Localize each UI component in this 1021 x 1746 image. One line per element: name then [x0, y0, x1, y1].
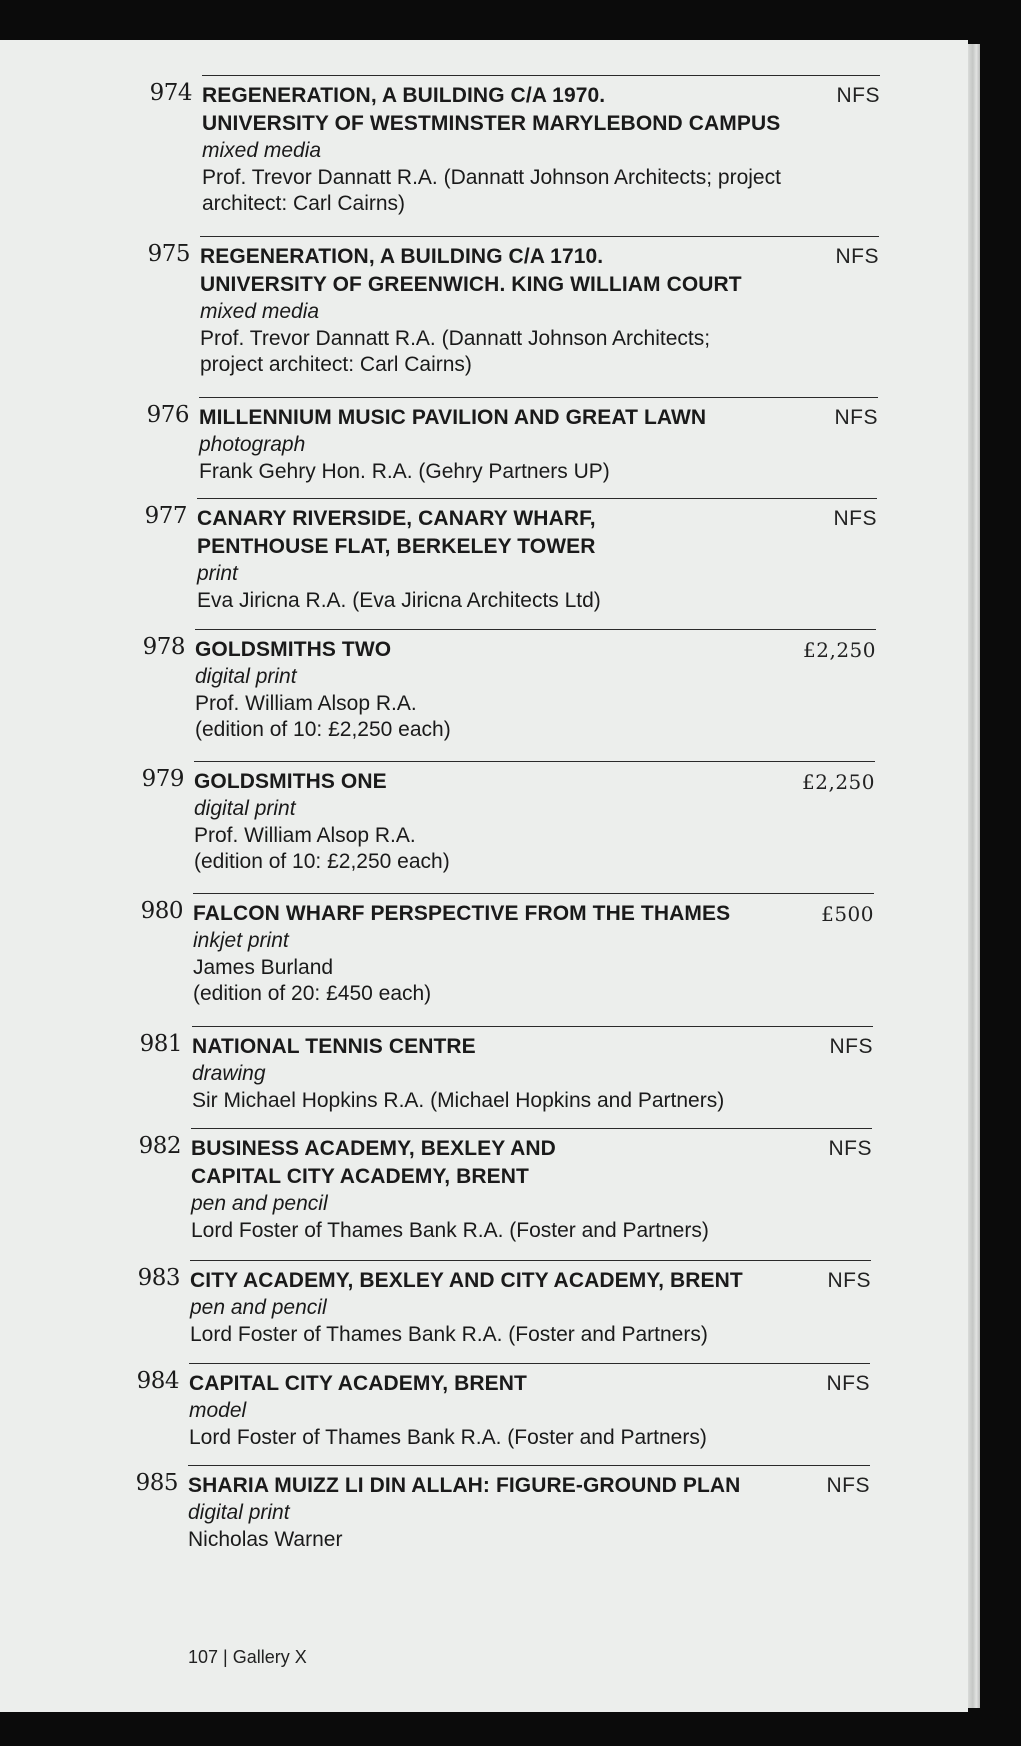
entry-number: 976	[146, 402, 189, 428]
entry-price: NFS	[826, 1474, 870, 1497]
entry-medium: digital print	[195, 665, 297, 688]
entry-credit-line: (edition of 10: £2,250 each)	[195, 718, 451, 741]
entry-credit-line: Sir Michael Hopkins R.A. (Michael Hopkins and Partners)	[192, 1088, 725, 1112]
entry-medium: digital print	[194, 797, 296, 820]
catalogue-entry	[136, 1363, 870, 1451]
entry-credit-line: Frank Gehry Hon. R.A. (Gehry Partners UP)	[199, 459, 610, 483]
entry-credit-line: Lord Foster of Thames Bank R.A. (Foster and Partners)	[189, 1425, 707, 1449]
entry-title-line: REGENERATION, A BUILDING C/A 1970.	[202, 84, 606, 107]
entry-title-line: CANARY RIVERSIDE, CANARY WHARF,	[197, 507, 596, 530]
entry-number: 977	[144, 503, 187, 529]
catalogue-page	[0, 40, 968, 1712]
entry-medium: print	[197, 562, 238, 585]
entry-medium: mixed media	[202, 139, 322, 162]
entry-credit-line: James Burland	[193, 955, 334, 979]
entry-medium: photograph	[199, 433, 306, 456]
entry-price: NFS	[829, 1035, 873, 1058]
catalogue-entry	[139, 1026, 873, 1114]
entry-number: 984	[136, 1368, 179, 1394]
entry-number: 981	[139, 1031, 182, 1057]
page-footer: 107 | Gallery X	[188, 1647, 307, 1667]
entry-title-line: MILLENNIUM MUSIC PAVILION AND GREAT LAWN	[199, 406, 707, 429]
entry-price: NFS	[834, 406, 878, 429]
entry-credit-line: (edition of 10: £2,250 each)	[194, 850, 450, 873]
entry-credit-line: (edition of 20: £450 each)	[193, 982, 432, 1005]
entry-medium: mixed media	[200, 300, 320, 323]
entry-title-line: UNIVERSITY OF WESTMINSTER MARYLEBOND CAMPUS	[202, 112, 781, 135]
entry-credit-line: architect: Carl Cairns)	[202, 192, 406, 215]
entry-credit-line: Lord Foster of Thames Bank R.A. (Foster and Partners)	[190, 1322, 708, 1346]
catalogue-entry	[142, 629, 876, 744]
entry-title-line: SHARIA MUIZZ LI DIN ALLAH: FIGURE-GROUND PLAN	[188, 1474, 741, 1497]
entry-number: 978	[142, 634, 185, 660]
entry-title-line: CAPITAL CITY ACADEMY, BRENT	[191, 1165, 529, 1188]
catalogue-entry	[146, 397, 878, 485]
entry-medium: digital print	[188, 1501, 290, 1524]
catalogue-entry	[137, 1260, 871, 1348]
entry-title-line: CAPITAL CITY ACADEMY, BRENT	[189, 1372, 527, 1395]
entry-price: NFS	[835, 245, 879, 268]
entry-medium: pen and pencil	[191, 1192, 328, 1215]
entry-title-line: GOLDSMITHS ONE	[194, 770, 387, 793]
entry-number: 982	[138, 1133, 181, 1159]
entry-price: NFS	[827, 1269, 871, 1292]
entry-title-line: UNIVERSITY OF GREENWICH. KING WILLIAM COURT	[200, 273, 742, 296]
entry-price: £2,250	[803, 638, 876, 662]
entry-title-line: BUSINESS ACADEMY, BEXLEY AND	[191, 1137, 556, 1160]
entry-credit-line: Nicholas Warner	[188, 1527, 343, 1551]
entry-price: £500	[821, 902, 874, 926]
entry-price: NFS	[833, 507, 877, 530]
entry-medium: model	[189, 1399, 247, 1422]
entry-title-line: GOLDSMITHS TWO	[195, 638, 392, 661]
entry-number: 980	[140, 898, 183, 924]
entry-number: 983	[137, 1265, 180, 1291]
entry-medium: pen and pencil	[190, 1296, 327, 1319]
entry-number: 979	[141, 766, 184, 792]
entry-title-line: NATIONAL TENNIS CENTRE	[192, 1035, 476, 1058]
entry-number: 974	[149, 80, 192, 106]
catalogue-entry	[135, 1465, 870, 1553]
catalogue-entry	[141, 761, 875, 876]
catalogue-entry	[144, 498, 877, 614]
catalogue-entry	[140, 893, 874, 1008]
entry-credit-line: project architect: Carl Cairns)	[200, 353, 472, 376]
entry-credit-line: Lord Foster of Thames Bank R.A. (Foster and Partners)	[191, 1218, 709, 1242]
catalogue-entry	[138, 1128, 872, 1244]
catalogue-entry	[147, 236, 879, 379]
catalogue-entry	[149, 75, 880, 218]
entry-credit-line: Eva Jiricna R.A. (Eva Jiricna Architects Ltd)	[197, 588, 601, 612]
entry-price: NFS	[836, 84, 880, 107]
entry-number: 975	[147, 241, 190, 267]
entry-title-line: REGENERATION, A BUILDING C/A 1710.	[200, 245, 604, 268]
entry-price: NFS	[828, 1137, 872, 1160]
entry-credit-line: Prof. Trevor Dannatt R.A. (Dannatt Johnson Architects; project	[202, 165, 781, 189]
page-edge	[968, 44, 980, 1708]
entry-credit-line: Prof. William Alsop R.A.	[194, 823, 416, 847]
entry-medium: drawing	[192, 1062, 266, 1085]
entry-price: £2,250	[802, 770, 875, 794]
entry-title-line: FALCON WHARF PERSPECTIVE FROM THE THAMES	[193, 902, 731, 925]
entry-title-line: CITY ACADEMY, BEXLEY AND CITY ACADEMY, BRENT	[190, 1269, 743, 1292]
entry-credit-line: Prof. William Alsop R.A.	[195, 691, 417, 715]
entry-title-line: PENTHOUSE FLAT, BERKELEY TOWER	[197, 535, 596, 558]
entry-number: 985	[135, 1470, 178, 1496]
entry-credit-line: Prof. Trevor Dannatt R.A. (Dannatt Johnson Architects;	[200, 326, 711, 350]
entry-medium: inkjet print	[193, 929, 289, 952]
entry-price: NFS	[826, 1372, 870, 1395]
